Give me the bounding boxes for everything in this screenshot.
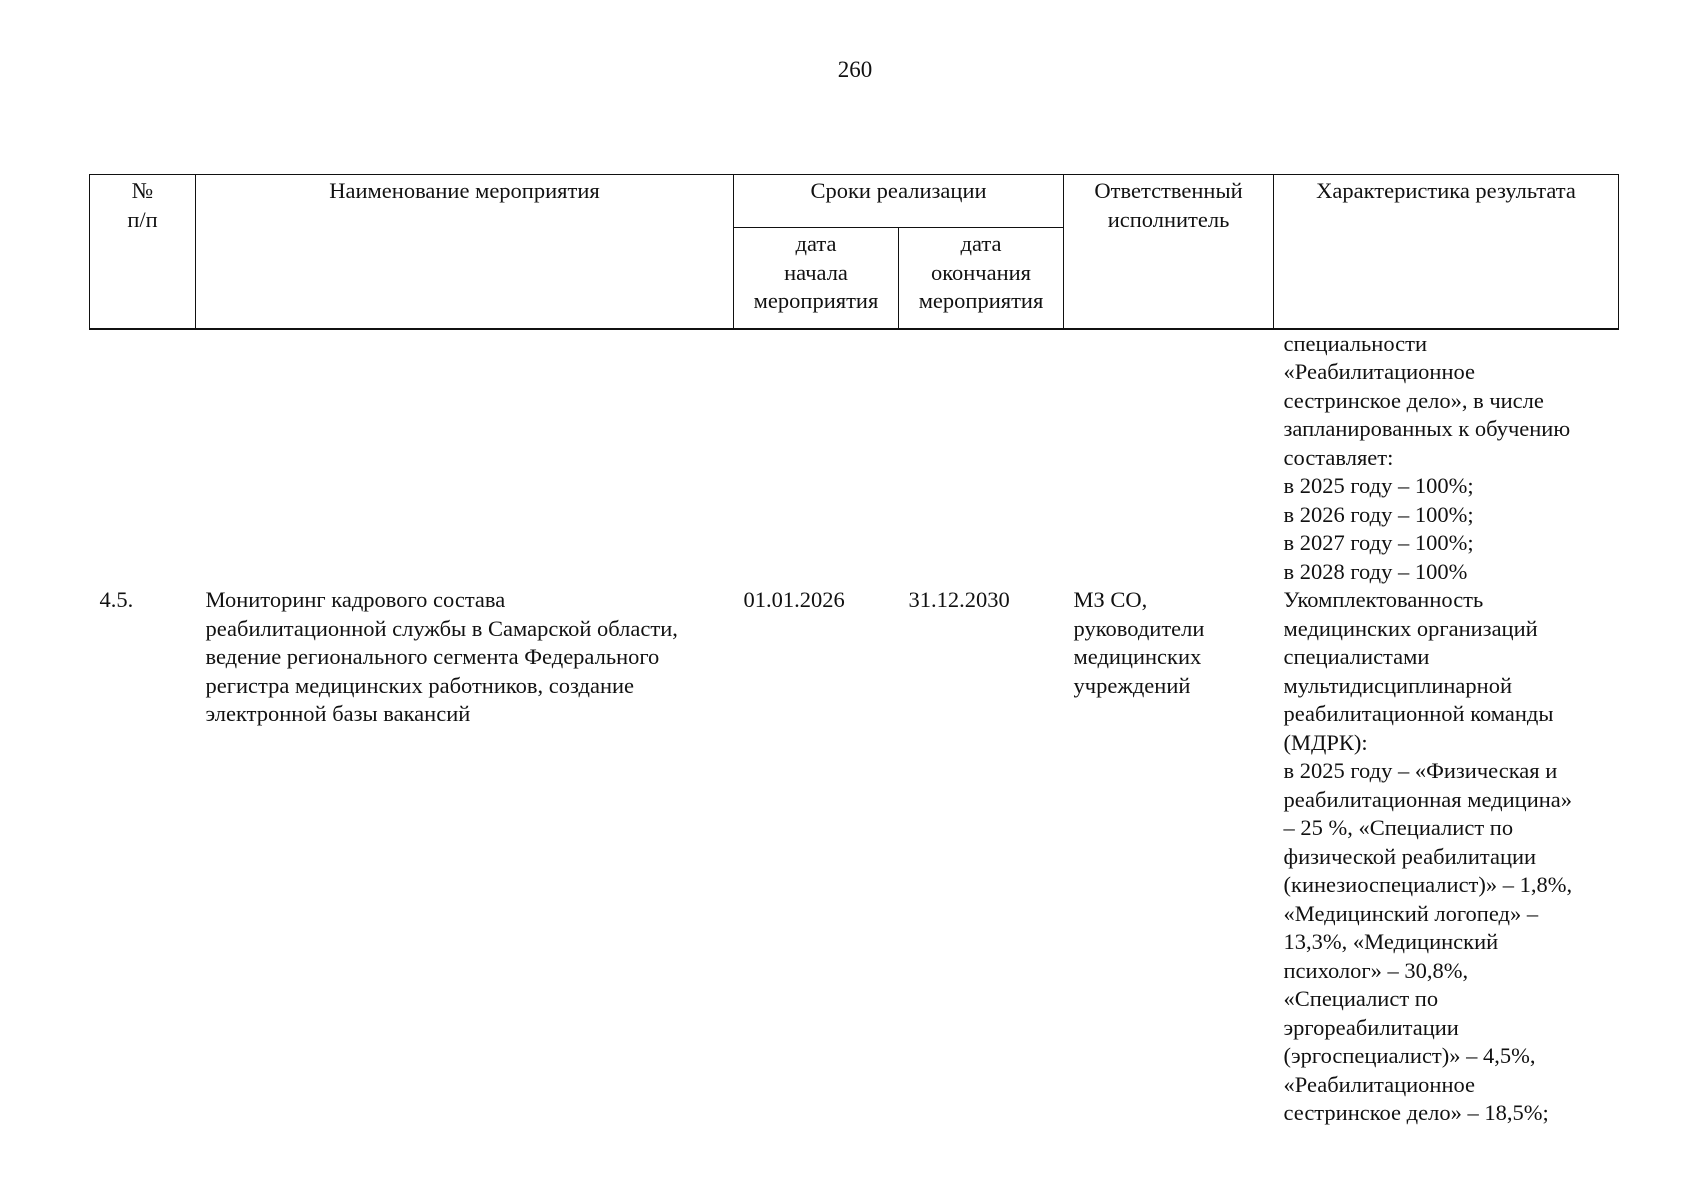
header-responsible-line: исполнитель: [1107, 206, 1230, 232]
result-line: сестринское дело», в числе: [1283, 387, 1544, 413]
page-number: 260: [837, 57, 873, 82]
responsible-line: медицинских: [1073, 644, 1202, 669]
table-row-4-5: [90, 586, 1619, 1128]
result-line: в 2028 году – 100%: [1283, 558, 1468, 584]
result-line: (МДРК):: [1283, 729, 1368, 755]
action-plan-table: [89, 174, 1619, 1128]
result-line: в 2025 году – «Физическая и: [1283, 758, 1558, 783]
cell-result-continued: [1274, 329, 1619, 587]
cell-start-date: 01.01.2026: [743, 587, 845, 612]
header-end-line: дата: [960, 231, 1002, 256]
result-line: в 2026 году – 100%;: [1283, 501, 1474, 527]
cell-result: [1274, 586, 1619, 1128]
header-start-line: мероприятия: [753, 288, 879, 313]
result-line: в 2027 году – 100%;: [1283, 530, 1474, 555]
result-line: психолог» – 30,8%,: [1283, 957, 1469, 983]
header-number-line: №: [131, 178, 154, 203]
result-line: составляет:: [1283, 444, 1394, 470]
result-line: Укомплектованность: [1283, 587, 1484, 612]
result-line: «Медицинский логопед» –: [1283, 900, 1539, 926]
result-line: мультидисциплинарной: [1283, 672, 1512, 698]
result-line: реабилитационная медицина»: [1283, 786, 1573, 812]
header-result: Характеристика результата: [1274, 175, 1619, 329]
result-line: «Реабилитационное: [1283, 1071, 1476, 1097]
header-responsible-line: Ответственный: [1094, 178, 1243, 203]
result-line: эргореабилитации: [1283, 1014, 1459, 1040]
responsible-line: МЗ СО,: [1073, 587, 1148, 612]
result-line: (кинезиоспециалист)» – 1,8%,: [1283, 872, 1573, 897]
header-responsible: [1064, 175, 1274, 329]
header-action-name: Наименование мероприятия: [196, 175, 734, 329]
header-end-line: окончания: [930, 259, 1032, 285]
header-number-line: п/п: [127, 206, 158, 232]
result-line: в 2025 году – 100%;: [1283, 473, 1474, 498]
header-end-date: [899, 228, 1064, 329]
header-start-line: начала: [784, 259, 848, 285]
result-line: специальности: [1283, 330, 1427, 356]
result-line: «Специалист по: [1283, 986, 1439, 1011]
cell-end-date: 31.12.2030: [908, 587, 1010, 612]
result-line: запланированных к обучению: [1283, 416, 1571, 441]
table-row-continuation: [90, 329, 1619, 587]
result-line: физической реабилитации: [1283, 843, 1537, 869]
header-start-line: дата: [795, 231, 837, 256]
action-name-line: ведение регионального сегмента Федерального: [205, 644, 660, 669]
header-number: [90, 175, 196, 329]
result-line: медицинских организаций: [1283, 615, 1538, 641]
cell-responsible: [1064, 586, 1274, 1128]
responsible-line: руководители: [1073, 615, 1205, 641]
result-line: сестринское дело» – 18,5%;: [1283, 1100, 1549, 1125]
cell-number: 4.5.: [99, 587, 134, 612]
action-name-line: реабилитационной службы в Самарской области,: [205, 615, 678, 641]
result-line: специалистами: [1283, 644, 1430, 669]
action-name-line: регистра медицинских работников, создание: [205, 672, 635, 698]
header-terms: Сроки реализации: [734, 175, 1064, 228]
result-line: реабилитационной команды: [1283, 701, 1554, 726]
result-line: (эргоспециалист)» – 4,5%,: [1283, 1043, 1536, 1068]
result-line: «Реабилитационное: [1283, 359, 1476, 384]
responsible-line: учреждений: [1073, 672, 1191, 698]
cell-action-name: [196, 586, 734, 1128]
result-line: 13,3%, «Медицинский: [1283, 929, 1499, 954]
header-start-date: [734, 228, 899, 329]
action-name-line: Мониторинг кадрового состава: [205, 587, 506, 612]
result-line: – 25 %, «Специалист по: [1283, 815, 1514, 840]
header-end-line: мероприятия: [918, 288, 1044, 313]
action-name-line: электронной базы вакансий: [205, 701, 471, 726]
